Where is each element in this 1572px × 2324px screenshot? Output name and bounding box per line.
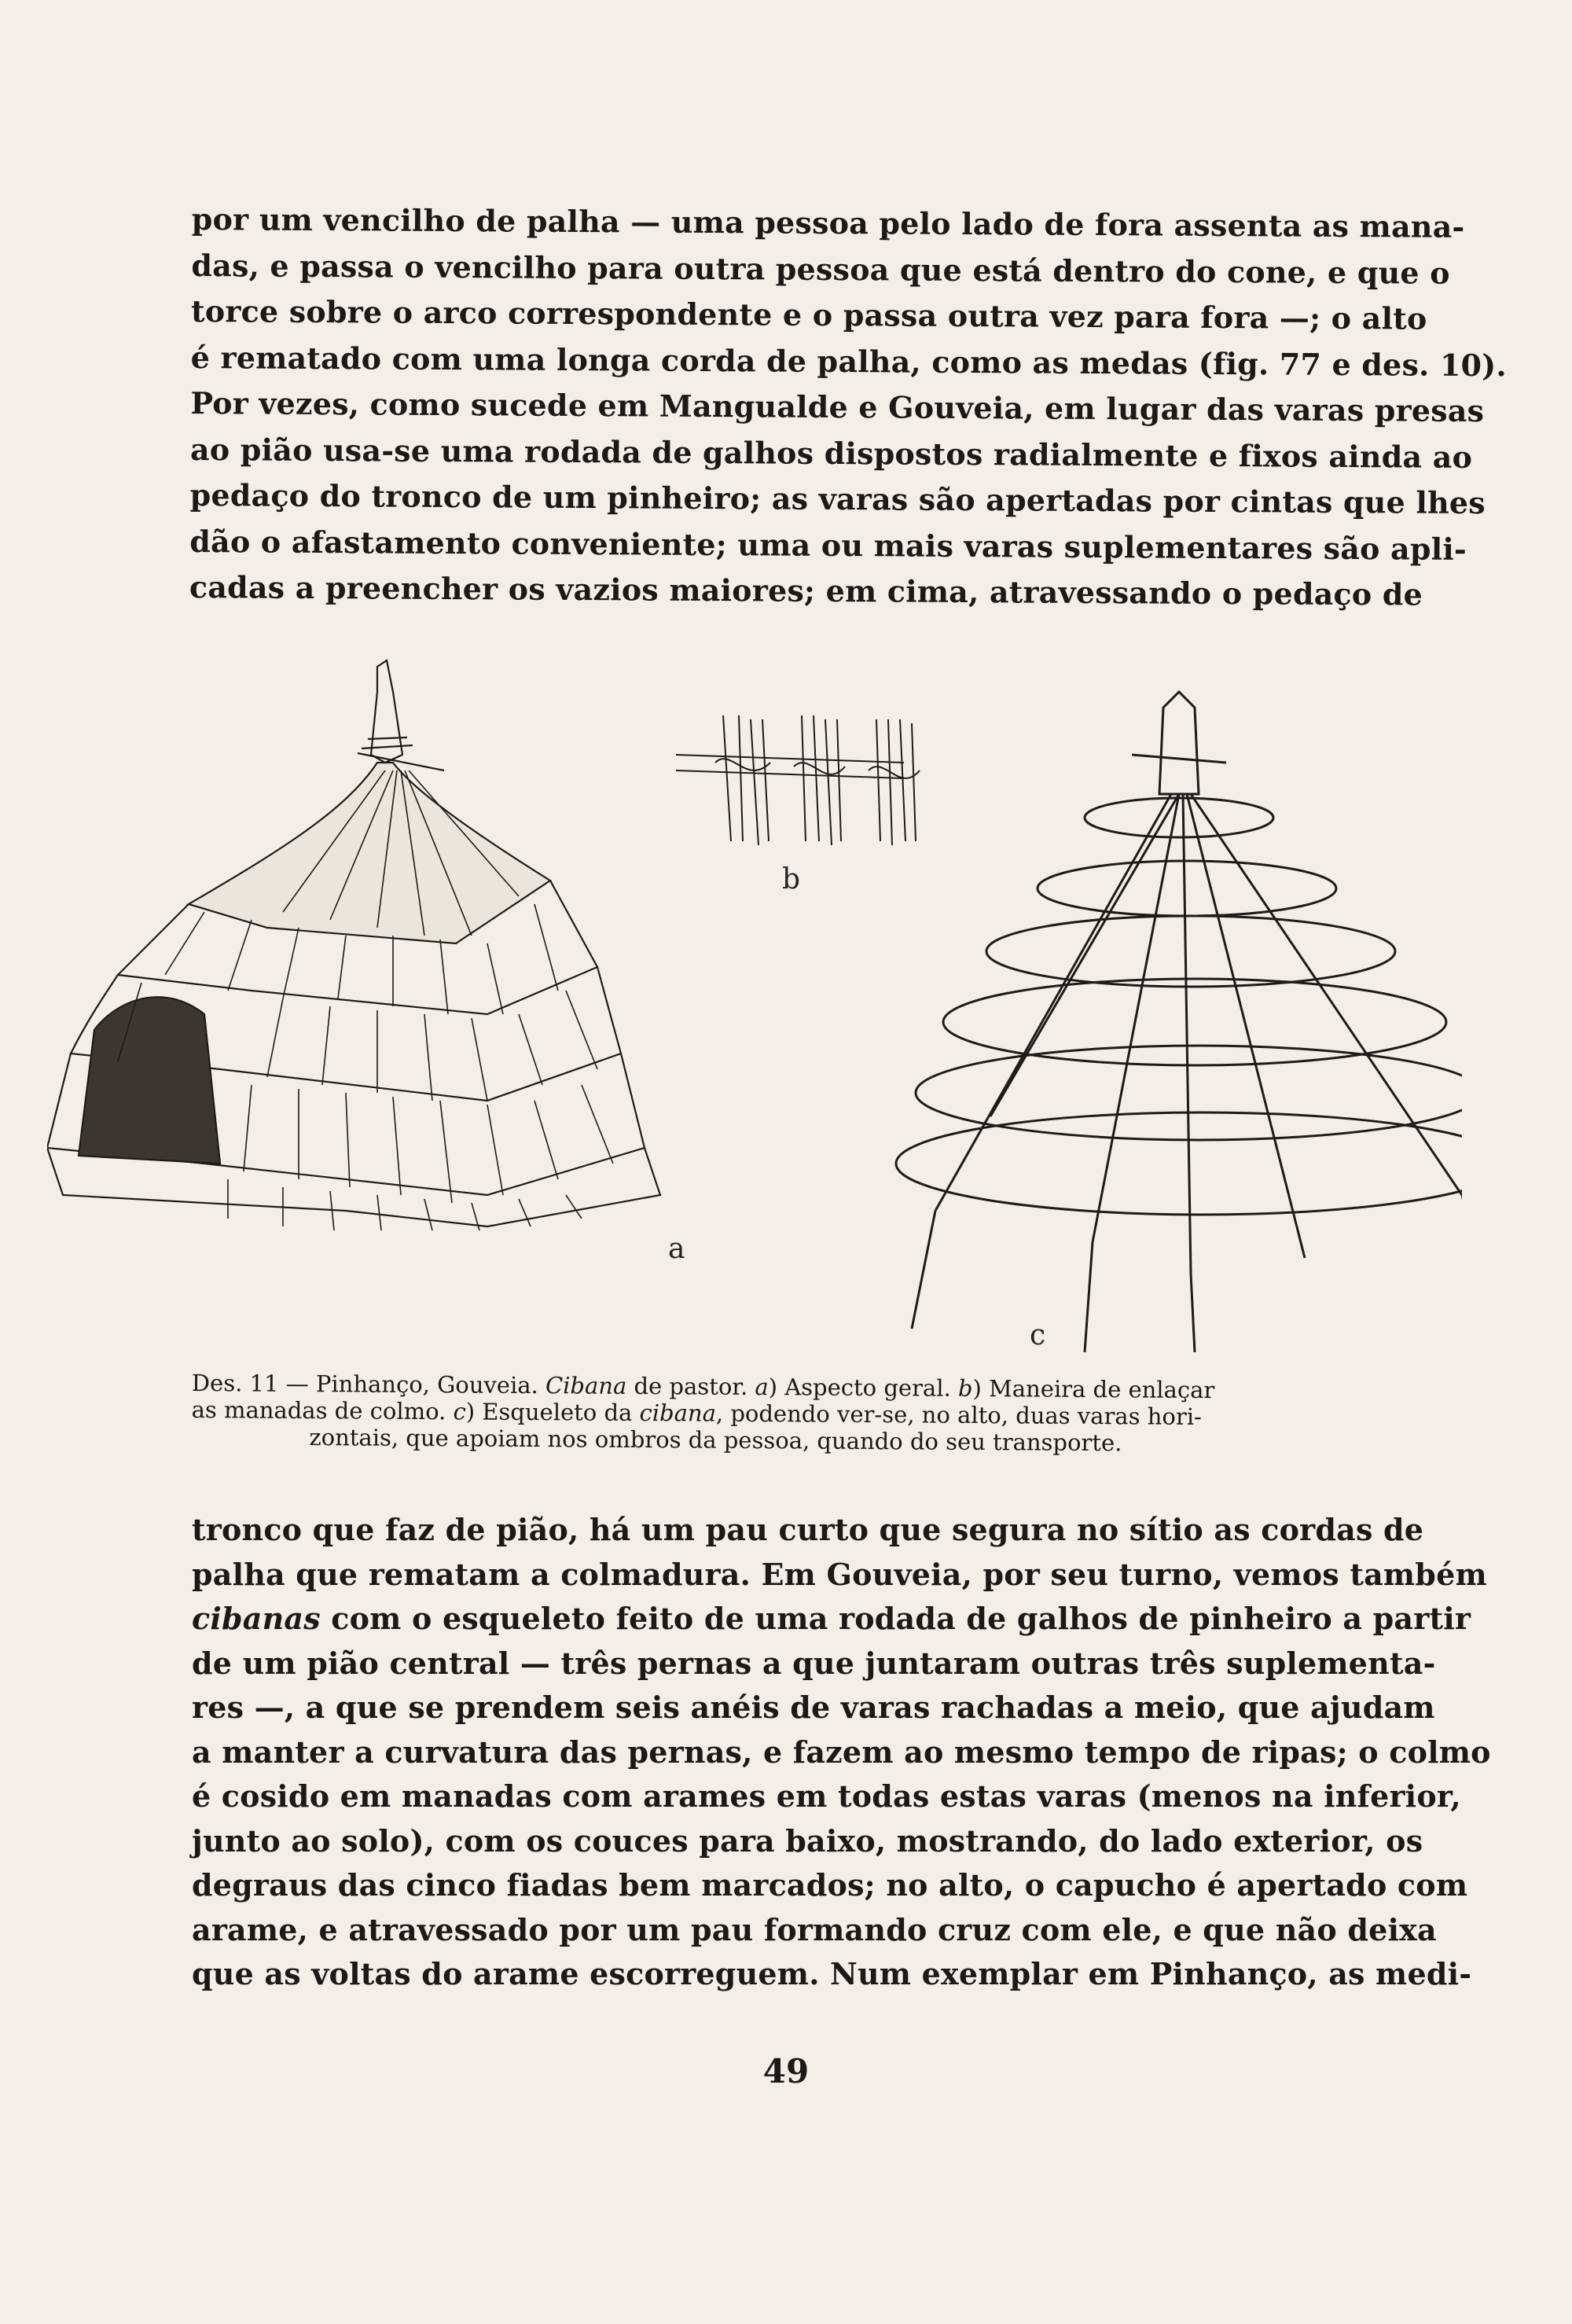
caption-letter: b [957, 1374, 973, 1402]
text-line: arame, e atravessado por um pau formando cruz com ele, e que não deixa [192, 1911, 1437, 1947]
text-line [192, 1597, 1471, 1642]
thatched-hut-drawing [47, 660, 660, 1230]
caption-text: de pastor. [626, 1372, 755, 1401]
text-line: Por vezes, como sucede em Mangualde e Gouveia, em lugar das varas presas [190, 384, 1485, 429]
bottom-paragraph [192, 1508, 1491, 1997]
caption-letter: a [755, 1373, 769, 1401]
text-line: pedaço do tronco de um pinheiro; as varas são apertadas por cintas que lhes [189, 476, 1486, 521]
text-line: cadas a preencher os vazios maiores; em cima, atravessando o pedaço de [189, 568, 1423, 612]
text-line: a manter a curvatura das pernas, e fazem ao mesmo tempo de ripas; o colmo [192, 1734, 1491, 1770]
caption-letter: c [453, 1398, 466, 1425]
text-line: ao pião usa-se uma rodada de galhos dispostos radialmente e fixos ainda ao [189, 431, 1473, 475]
italic-term: cibanas [192, 1601, 321, 1636]
binding-detail-drawing [676, 715, 920, 845]
caption-text: ) Esqueleto da [465, 1398, 640, 1426]
text-line: junto ao solo), com os couces para baixo, mostrando, do lado exterior, os [192, 1822, 1423, 1859]
text-line: das, e passa o vencilho para outra pessoa que está dentro do cone, e que o [191, 247, 1450, 291]
text-line: por um vencilho de palha — uma pessoa pelo lado de fora assenta as mana- [191, 200, 1465, 245]
text-span: com o esqueleto feito de uma rodada de galhos de pinheiro a partir [320, 1601, 1471, 1636]
text-line: é cosido em manadas com arames em todas estas varas (menos na inferior, [192, 1778, 1461, 1814]
text-line: dão o afastamento conveniente; uma ou mais varas suplementares são apli- [189, 523, 1467, 567]
text-line: de um pião central — três pernas a que juntaram outras três suplementa- [192, 1645, 1436, 1681]
caption-term: Cibana [545, 1372, 627, 1399]
text-line: tronco que faz de pião, há um pau curto que segura no sítio as cordas de [192, 1512, 1424, 1547]
text-line: que as voltas do arame escorreguem. Num exemplar em Pinhanço, as medi- [192, 1956, 1472, 1991]
cibana-illustration [47, 645, 1462, 1352]
figure-caption [191, 1370, 1347, 1458]
caption-text: , podendo ver-se, no alto, duas varas hori- [715, 1399, 1202, 1430]
text-line: palha que rematam a colmadura. Em Gouveia, por seu turno, vemos também [192, 1556, 1487, 1592]
figure-label-c: c [1030, 1319, 1046, 1351]
caption-term: cibana [639, 1399, 717, 1427]
text-line: torce sobre o arco correspondente e o passa outra vez para fora —; o alto [190, 292, 1427, 336]
caption-text: ) Maneira de enlaçar [972, 1374, 1215, 1404]
top-paragraph [189, 197, 1508, 618]
caption-prefix: Des. 11 — Pinhanço, Gouveia. [191, 1370, 546, 1399]
page-number: 49 [762, 2052, 810, 2090]
text-line: res —, a que se prendem seis anéis de varas rachadas a meio, que ajudam [192, 1690, 1435, 1725]
text-line: degraus das cinco fiadas bem marcados; no alto, o capucho é apertado com [192, 1867, 1468, 1903]
figure-label-b: b [782, 863, 801, 895]
caption-text: as manadas de colmo. [191, 1396, 454, 1425]
text-line: é rematado com uma longa corda de palha, como as medas (fig. 77 e des. 10). [190, 339, 1508, 383]
skeleton-frame-drawing [896, 692, 1462, 1352]
caption-text: ) Aspecto geral. [768, 1373, 959, 1402]
figure-label-a: a [668, 1233, 685, 1265]
caption-text: zontais, que apoiam nos ombros da pessoa, quando do seu transporte. [309, 1424, 1122, 1457]
